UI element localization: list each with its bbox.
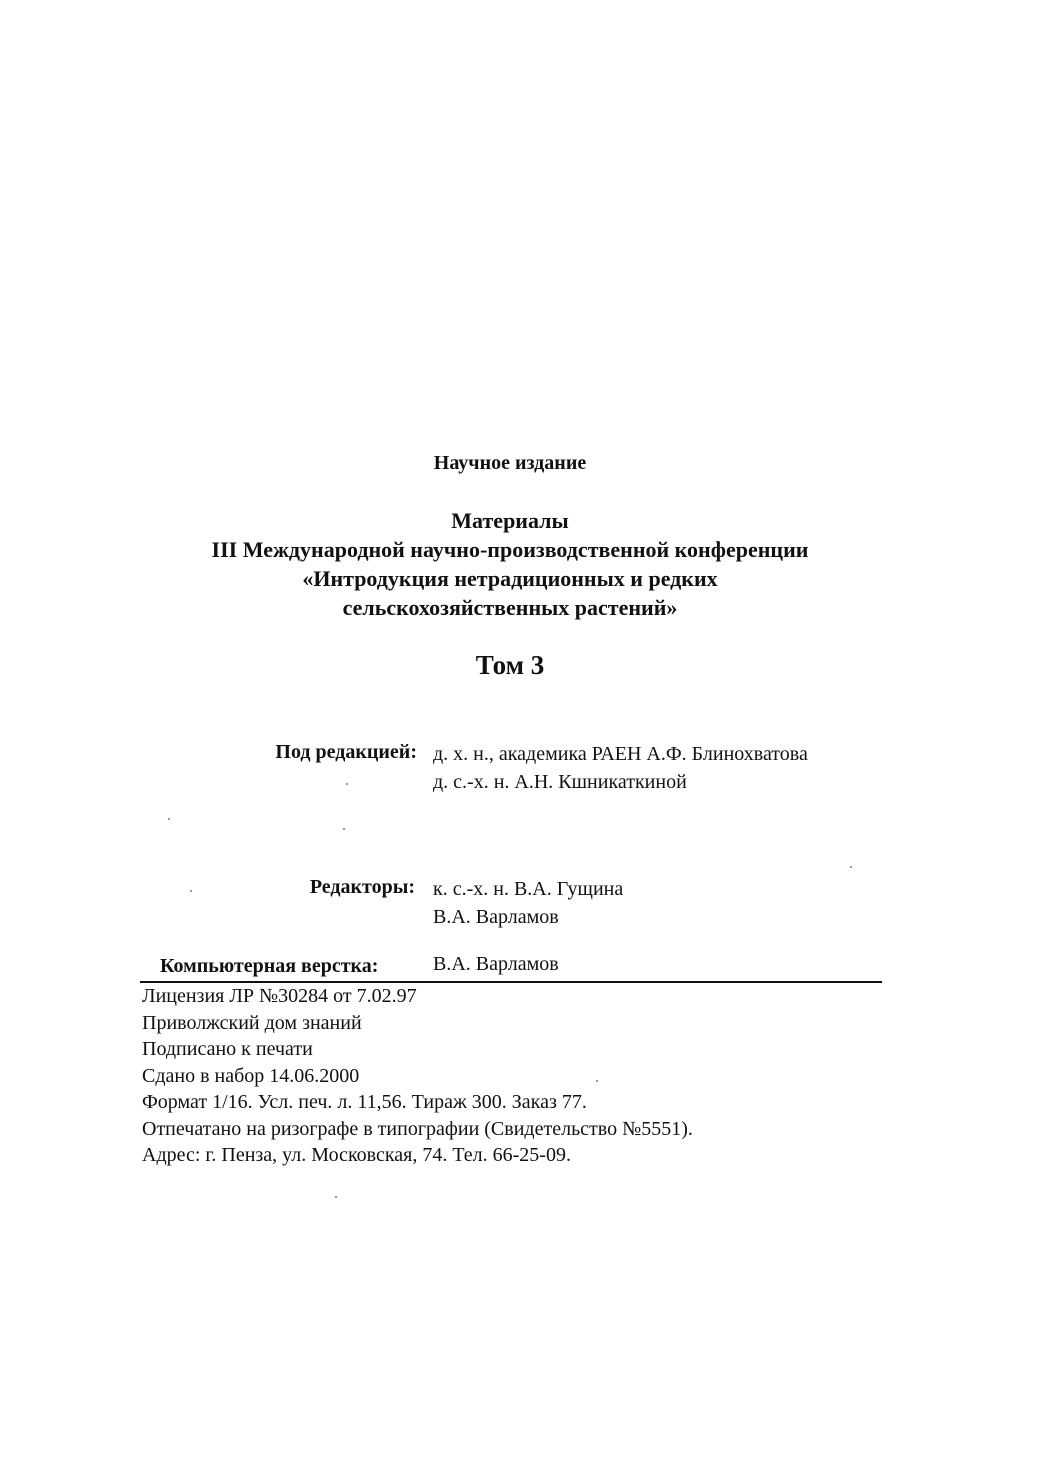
editors-label: Редакторы:	[309, 876, 415, 898]
scan-speck	[335, 1196, 337, 1198]
editor-name: В.А. Варламов	[433, 906, 559, 928]
editors-names	[433, 875, 623, 931]
layout-name: В.А. Варламов	[433, 953, 559, 975]
imprint-line: Сдано в набор 14.06.2000	[142, 1064, 360, 1087]
edited-by-names	[433, 740, 808, 796]
imprint-line: Адрес: г. Пенза, ул. Московская, 74. Тел. 66-25-09.	[142, 1144, 571, 1166]
editor-name: к. с.-х. н. В.А. Гущина	[433, 878, 624, 900]
title-block	[0, 506, 1020, 622]
imprint-line: Подписано к печати	[142, 1038, 313, 1060]
scan-speck	[850, 866, 852, 868]
imprint-line: Приволжский дом знаний	[142, 1011, 362, 1034]
title-line: III Международной научно-производственной конференции	[211, 537, 809, 562]
title-line: сельскохозяйственных растений»	[342, 595, 678, 620]
imprint-line: Отпечатано на ризографе в типографии (Свидетельство №5551).	[142, 1117, 693, 1140]
scan-speck	[346, 783, 348, 785]
imprint-block	[142, 983, 693, 1169]
title-line: Материалы	[451, 508, 569, 533]
scan-speck	[343, 828, 345, 830]
scan-speck	[596, 1080, 598, 1082]
edited-by-label: Под редакцией:	[275, 741, 417, 763]
imprint-line: Лицензия ЛР №30284 от 7.02.97	[142, 985, 417, 1007]
layout-label: Компьютерная верстка:	[160, 955, 379, 977]
scan-speck	[168, 818, 170, 820]
imprint-line: Формат 1/16. Усл. печ. л. 11,56. Тираж 300. Заказ 77.	[142, 1091, 587, 1113]
layout-row	[140, 955, 882, 983]
series-label: Научное издание	[433, 452, 587, 474]
volume-label: Том 3	[475, 650, 545, 680]
edited-by-name: д. х. н., академика РАЕН А.Ф. Блинохватова	[433, 743, 808, 765]
scan-speck	[190, 890, 192, 892]
title-line: «Интродукция нетрадиционных и редких	[302, 566, 718, 591]
edited-by-name: д. с.-х. н. А.Н. Кшникаткиной	[433, 771, 687, 793]
